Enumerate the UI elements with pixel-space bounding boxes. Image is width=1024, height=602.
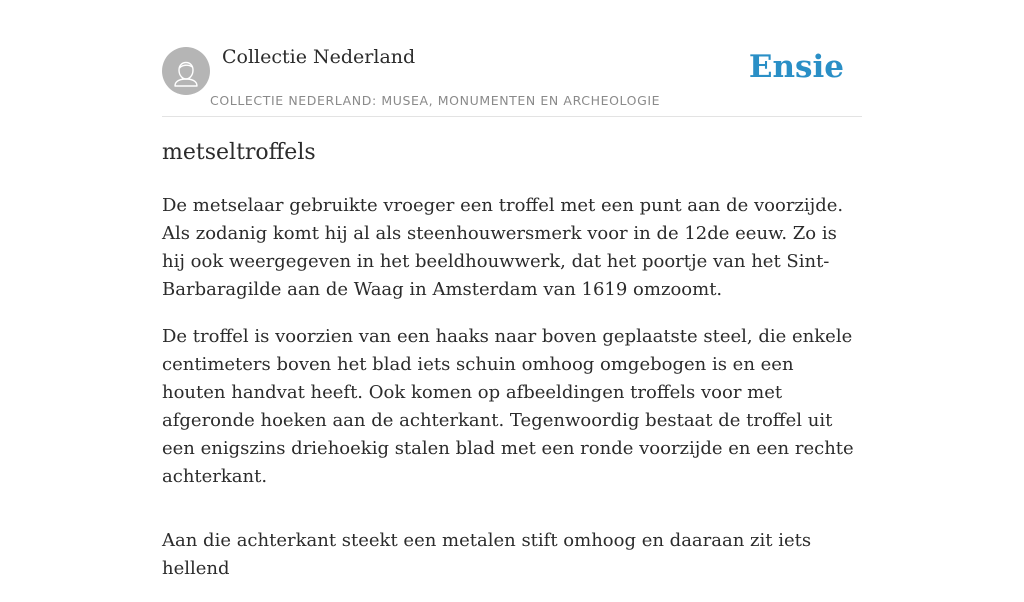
article-header bbox=[162, 0, 862, 117]
source-label[interactable]: COLLECTIE NEDERLAND: MUSEA, MONUMENTEN EN ARCHEOLOGIE bbox=[210, 93, 661, 108]
article-paragraph: Aan die achterkant steekt een metalen stift omhoog en daaraan zit iets hellend bbox=[162, 530, 812, 579]
author-link[interactable]: Collectie Nederland bbox=[222, 46, 416, 68]
site-logo[interactable]: Ensie bbox=[748, 49, 844, 85]
article-title: metseltroffels bbox=[162, 140, 316, 165]
avatar[interactable] bbox=[162, 47, 210, 95]
user-icon bbox=[162, 47, 210, 95]
article-paragraph: De troffel is voorzien van een haaks naar boven geplaatste steel, die enkele centimeters boven het blad iets schuin omhoog omgebogen is en een houten handvat heeft. Ook komen op afbeeldingen troffels voor met afgeronde hoeken aan de achterkant. Tegenwoordig bestaat de troffel uit een enigszins driehoekig stalen blad met een ronde voorzijde en een rechte achterkant. bbox=[162, 326, 854, 487]
article-paragraph: De metselaar gebruikte vroeger een troffel met een punt aan de voorzijde. Als zodanig komt hij al als steenhouwersmerk voor in de 12de eeuw. Zo is hij ook weergegeven in het beeldhouwwerk, dat het poortje van het Sint-Barbaragilde aan de Waag in Amsterdam van 1619 omzoomt. bbox=[162, 195, 844, 300]
article-body bbox=[162, 192, 862, 602]
